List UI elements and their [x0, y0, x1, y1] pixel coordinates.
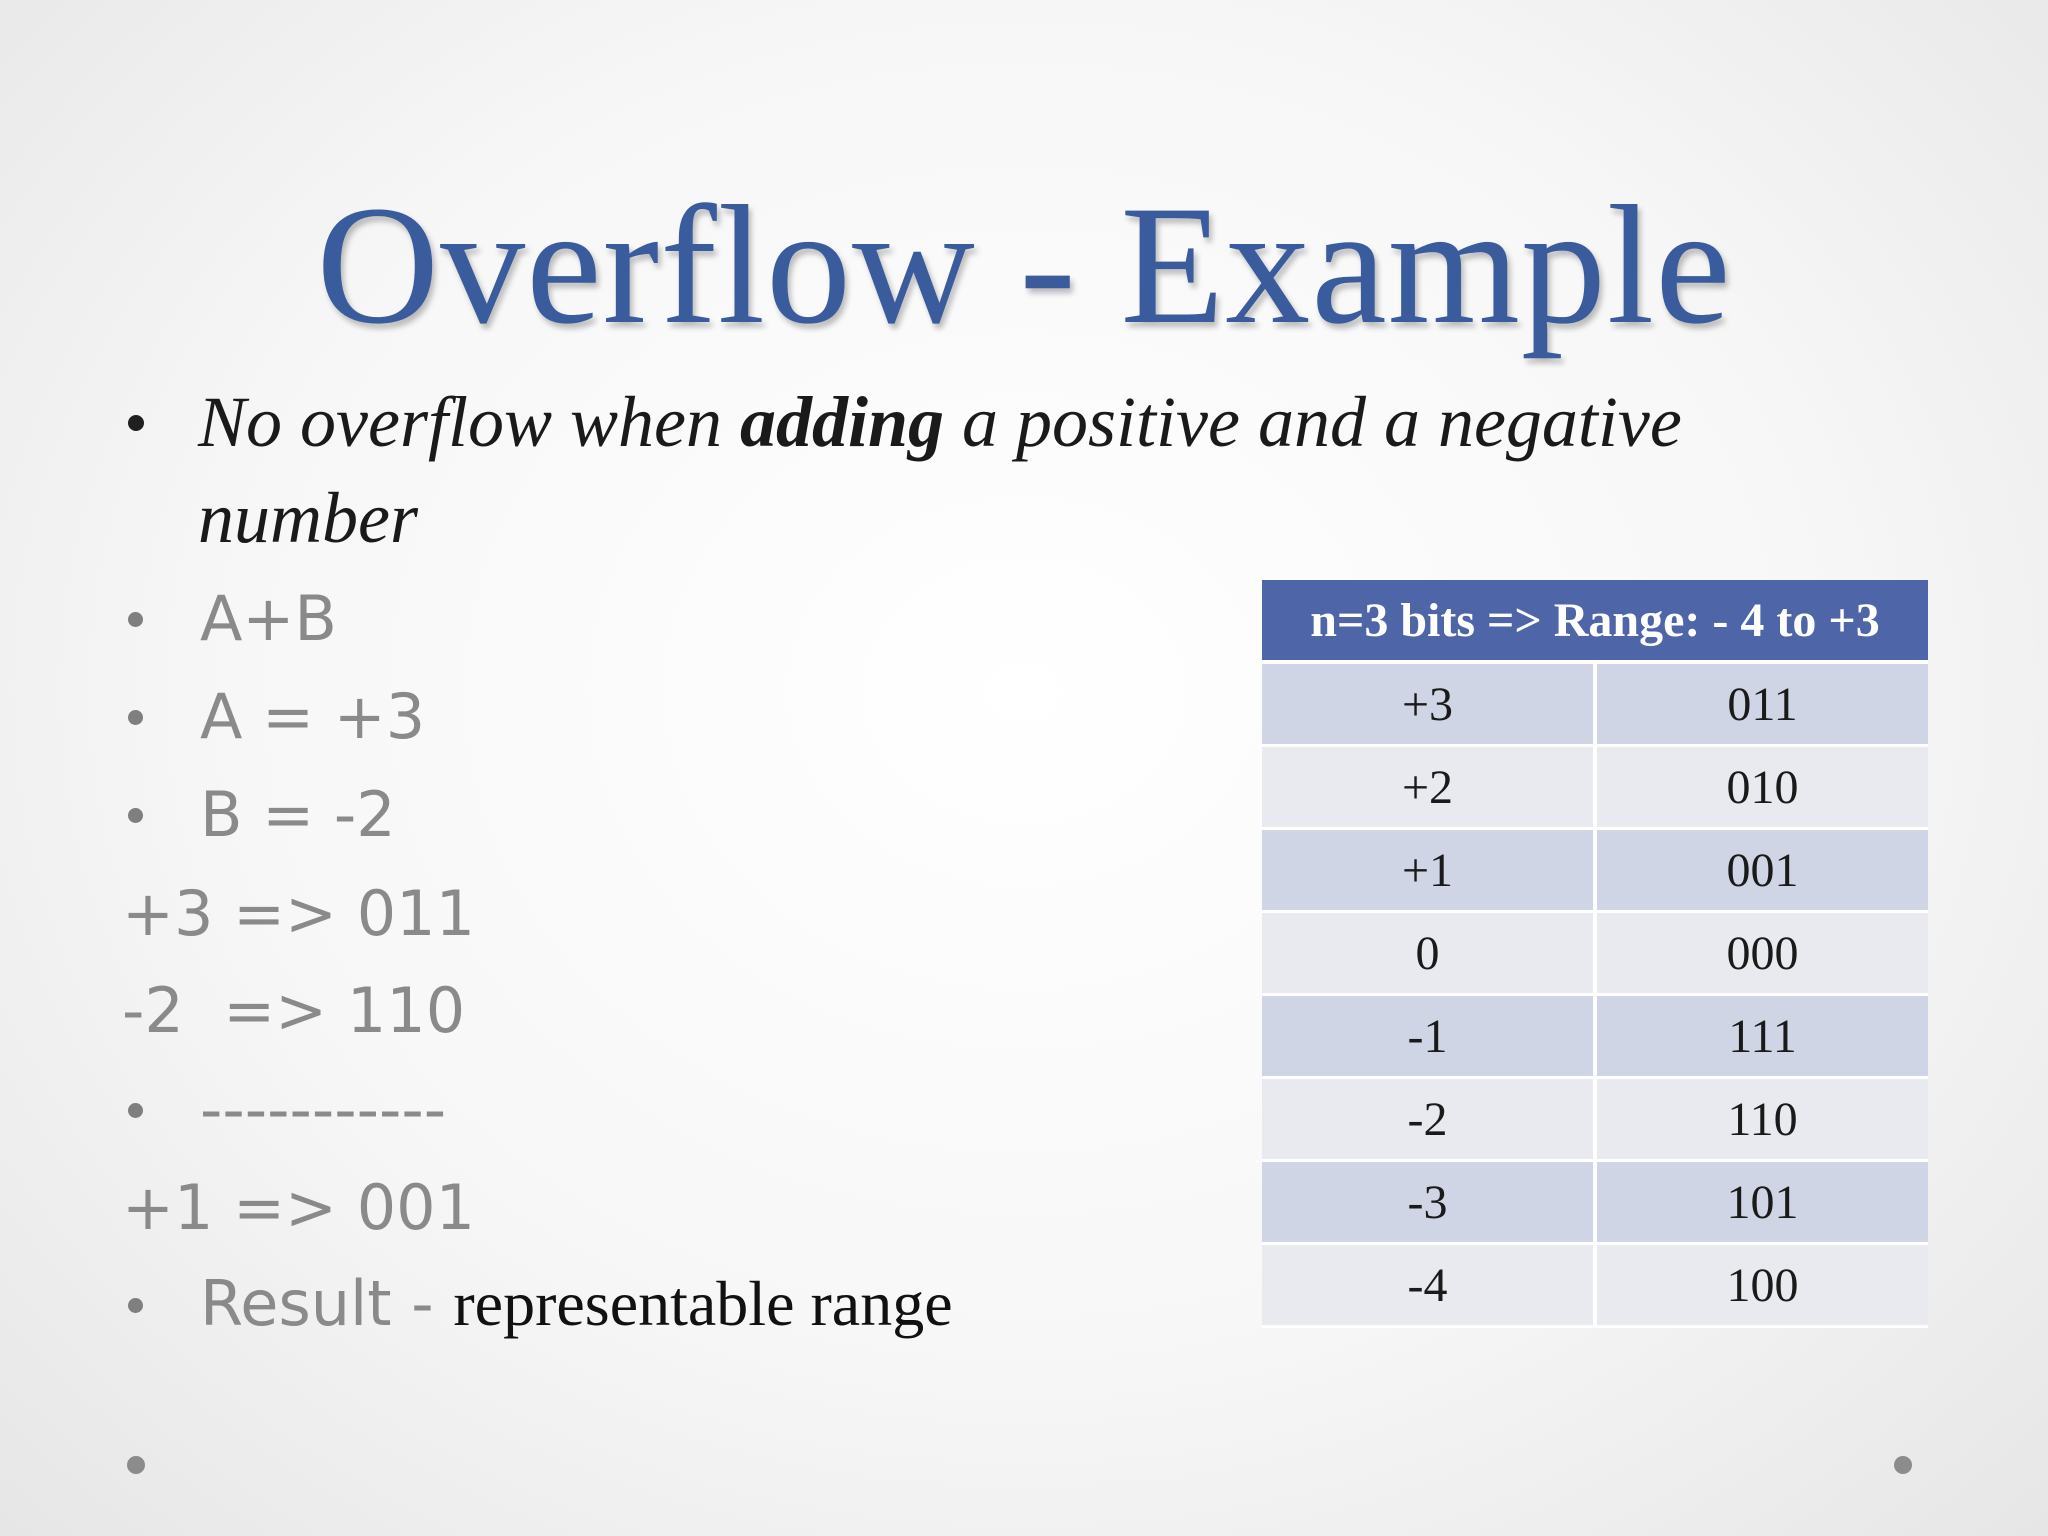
table-row	[1262, 1244, 1928, 1327]
binary-cell: 101	[1595, 1161, 1928, 1244]
binary-cell: 111	[1595, 995, 1928, 1078]
decimal-cell: -4	[1262, 1244, 1595, 1327]
range-table-header: n=3 bits => Range: - 4 to +3	[1262, 580, 1928, 662]
item-result	[200, 1268, 953, 1357]
corner-dot-left	[127, 1456, 145, 1474]
decimal-cell: +1	[1262, 829, 1595, 912]
binary-cell: 000	[1595, 912, 1928, 995]
bullet-dot	[128, 808, 143, 823]
range-table	[1262, 580, 1928, 1328]
binary-cell: 010	[1595, 746, 1928, 829]
result-value: representable range	[453, 1268, 953, 1339]
decimal-cell: -1	[1262, 995, 1595, 1078]
bullet-dot	[128, 612, 143, 627]
main-bullet-text-part1: No overflow when	[198, 382, 740, 462]
decimal-cell: +2	[1262, 746, 1595, 829]
bullet-dot	[128, 1103, 143, 1118]
bullet-dot	[128, 1298, 143, 1313]
main-bullet-bold: adding	[739, 382, 945, 462]
main-bullet-text-part2: a positive and a negative	[944, 382, 1682, 462]
item-minus2-binary: -2 => 110	[122, 974, 466, 1047]
table-row	[1262, 912, 1928, 995]
result-label: Result -	[200, 1267, 454, 1340]
main-bullet-line1	[198, 382, 1682, 462]
table-row	[1262, 746, 1928, 829]
binary-cell: 110	[1595, 1078, 1928, 1161]
item-plus1-binary: +1 => 001	[122, 1171, 476, 1244]
item-ab: A+B	[200, 582, 337, 655]
table-row	[1262, 662, 1928, 746]
table-row	[1262, 829, 1928, 912]
decimal-cell: 0	[1262, 912, 1595, 995]
binary-cell: 011	[1595, 662, 1928, 746]
decimal-cell: -2	[1262, 1078, 1595, 1161]
table-row	[1262, 995, 1928, 1078]
bullet-dot	[128, 415, 144, 431]
slide-title: Overflow - Example	[316, 171, 1732, 359]
table-row	[1262, 1161, 1928, 1244]
item-plus3-binary: +3 => 011	[122, 877, 476, 950]
decimal-cell: -3	[1262, 1161, 1595, 1244]
main-bullet-line2: number	[198, 478, 418, 558]
decimal-cell: +3	[1262, 662, 1595, 746]
corner-dot-right	[1894, 1456, 1912, 1474]
bullet-dot	[128, 710, 143, 725]
item-b-value: B = -2	[200, 778, 396, 851]
binary-cell: 100	[1595, 1244, 1928, 1327]
item-a-value: A = +3	[200, 680, 426, 753]
table-row	[1262, 1078, 1928, 1161]
binary-cell: 001	[1595, 829, 1928, 912]
item-dashes: -----------	[200, 1073, 447, 1146]
